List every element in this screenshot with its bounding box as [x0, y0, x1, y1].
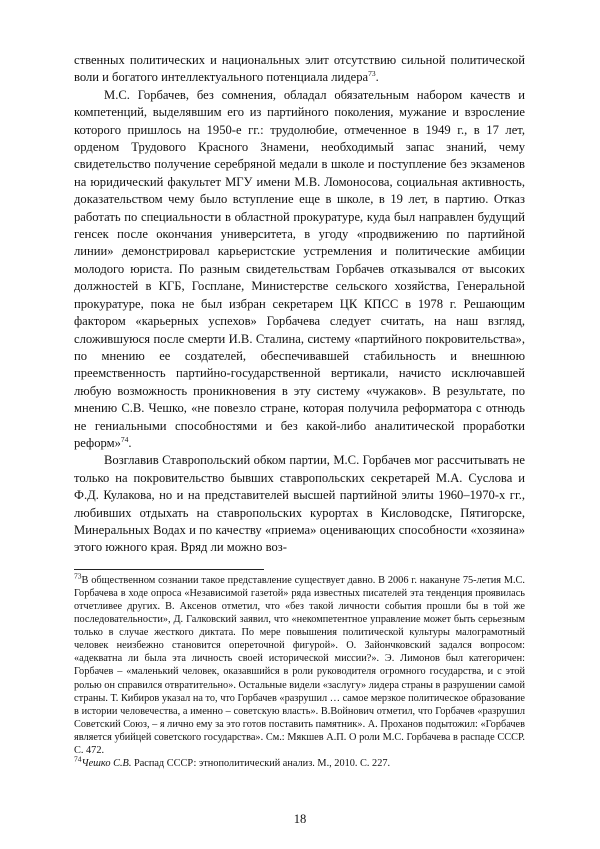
page-number: 18: [293, 812, 307, 826]
footnote-74-text: Распад СССР: этнополитический анализ. М., 2010. С. 227.: [131, 758, 391, 770]
paragraph-gorbachev-qualities: [74, 87, 525, 453]
paragraph-continued: [74, 52, 525, 87]
main-text: [74, 52, 525, 557]
paragraph-0-end: .: [375, 70, 379, 85]
footnote-73-text: В общественном сознании такое представление существует давно. В 2006 г. накануне 75-летия М.С. Горбачева в ходе опроса «Независимой газетой» ряда известных писателей эта тенденция проявилась отчетливее других. В. Аксенов отметил, что «без такой личности события прошли бы в той же последовательности», Д. Галковский заявил, что «некомпетентное управление может быть серьезным только в случае жесткого диктата. По мере повышения политической культуры малограмотный человек неизбежно становится опереточной фигурой». О. Зайончковский задался вопросом: «адекватна ли была эта личность своей исторической миссии?». Э. Лимонов был категоричен: Горбачев – «маленький человек, оказавшийся в роли руководителя огромного государства, и с этой ролью он справился отвратительно». Остальные видели «заслугу» лидера страны в разрушении самой страны. Т. Кибиров указал на то, что Горбачев «разрушил … самое мерзкое политическое образование в истории человечества, а именно – советскую власть». В.Войнович отметил, что Горбачев «разрушил Советский Союз, – я лично ему за это готов поставить памятник». А. Проханов подытожил: «Горбачев является убийцей советского государства». См.: Мякшев А.П. О роли М.С. Горбачева в распаде СССР. С. 472.: [74, 574, 525, 756]
paragraph-1-text: М.С. Горбачев, без сомнения, обладал обязательным набором качеств и компетенций, выделявшим его из партийного поколения, мужание и взросление которого пришлось на 1950-е гг.: трудолюбие, отмеченное в 1949 г., в 17 лет, орденом Трудового Красного Знамени, необходимый запас знаний, чему свидетельство получение серебряной медали в школе и поступление без экзаменов на юридический факультет МГУ имени М.В. Ломоносова, социальная активность, доказательством чему было вступление еще в школе, в 19 лет, в партию. Отказ работать по специальности в областной прокуратуре, куда был направлен будущий генсек после окончания университета, в угоду «продвижению по партийной линии» демонстрировал карьеристские устремления и политические амбиции молодого юриста. По разным свидетельствам Горбачев отказывался от высоких должностей в КГБ, Госплане, Министерстве сельского хозяйства, Генеральной прокуратуре, пока не был избран секретарем ЦК КПСС в 1978 г. Решающим фактором «карьерных успехов» Горбачева следует считать, на наш взгляд, сложившуюся после смерти И.В. Сталина, систему «партийного покровительства», по мнению ее создателей, обеспечивавшей стабильность и внешнюю преемственность партийно-государственной вертикали, начисто исключавшей любую возможность проникновения в эту систему «чужаков». В результате, по мнению С.В. Чешко, «не повезло стране, которая получила реформатора с отнюдь не гениальными способностями и без какой-либо аналитической проработки реформ»: [74, 87, 525, 450]
page-content: [74, 52, 525, 770]
paragraph-stavropol: Возглавив Ставропольский обком партии, М.С. Горбачев мог рассчитывать не только на покровительство бывших ставропольских секретарей М.А. Суслова и Ф.Д. Кулакова, но и на представителей высшей партийной элиты 1960–1970-х гг., любивших отдыхать на ставропольских курортах в Кисловодске, Пятигорске, Минеральных Водах и по качеству «приема» оценивающих способности «хозяина» этого южного края. Вряд ли можно воз-: [74, 453, 525, 555]
paragraph-0-text: ственных политических и национальных элит отсутствию сильной политической воли и богатого интеллектуального потенциала лидера: [74, 53, 525, 85]
footnote-ref-74[interactable]: 74: [120, 434, 129, 444]
paragraph-1-end: .: [128, 435, 132, 450]
footnote-74: [74, 754, 525, 770]
footnote-separator: [74, 569, 264, 570]
footnotes: [74, 571, 525, 770]
footnote-73: [74, 571, 525, 757]
footnote-74-author: Чешко С.В.: [81, 758, 132, 770]
footnote-73-mark: 73: [74, 571, 82, 581]
footnote-ref-73[interactable]: 73: [368, 69, 376, 79]
footnote-74-mark: 74: [74, 754, 82, 764]
